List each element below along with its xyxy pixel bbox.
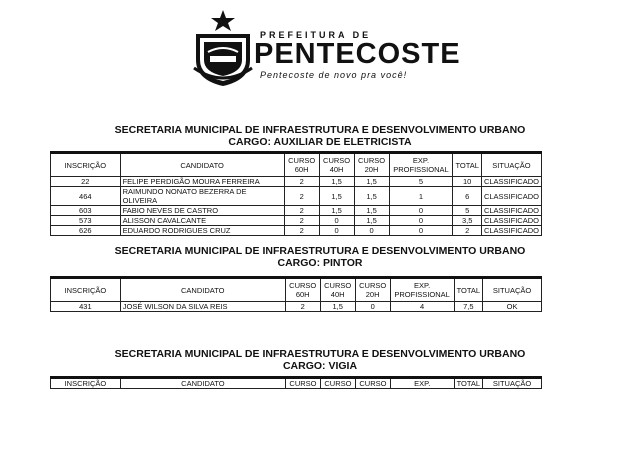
cell-inscricao: 464 xyxy=(51,187,121,206)
cell-total: 2 xyxy=(453,226,481,236)
cell-inscricao: 431 xyxy=(51,302,121,312)
cell-total: 6 xyxy=(453,187,481,206)
col-curso-40h: CURSO 40H xyxy=(319,153,354,177)
col-situacao: SITUAÇÃO xyxy=(483,278,542,302)
section-3-secretaria: SECRETARIA MUNICIPAL DE INFRAESTRUTURA E DESENVOLVIMENTO URBANO xyxy=(114,348,526,360)
col-total: TOTAL xyxy=(453,153,481,177)
cell-exp: 0 xyxy=(389,226,453,236)
cell-curso-40h: 1,5 xyxy=(319,177,354,187)
cell-inscricao: 22 xyxy=(51,177,121,187)
cell-curso-40h: 1,5 xyxy=(319,206,354,216)
cell-situacao: CLASSIFICADO xyxy=(481,206,541,216)
col-curso-60h: CURSO xyxy=(285,378,320,389)
city-crest-icon xyxy=(190,8,256,88)
cell-curso-60h: 2 xyxy=(284,206,319,216)
prefeitura-label: PREFEITURA DE xyxy=(260,30,372,40)
cell-exp: 5 xyxy=(389,177,453,187)
cell-curso-20h: 0 xyxy=(355,302,390,312)
table-row xyxy=(51,187,542,206)
cell-candidato: ALISSON CAVALCANTE xyxy=(120,216,284,226)
cell-total: 10 xyxy=(453,177,481,187)
cell-situacao: CLASSIFICADO xyxy=(481,226,541,236)
table-auxiliar-eletricista xyxy=(50,151,542,236)
col-situacao: SITUAÇÃO xyxy=(483,378,542,389)
table-row xyxy=(51,206,542,216)
cell-total: 3,5 xyxy=(453,216,481,226)
cell-total: 5 xyxy=(453,206,481,216)
table-row xyxy=(51,226,542,236)
cell-curso-20h: 1,5 xyxy=(354,177,389,187)
col-curso-60h: CURSO 60H xyxy=(284,153,319,177)
table-header-row xyxy=(51,378,542,389)
col-curso-20h: CURSO 20H xyxy=(355,278,390,302)
cell-exp: 0 xyxy=(389,216,453,226)
col-total: TOTAL xyxy=(454,378,482,389)
col-inscricao: INSCRIÇÃO xyxy=(51,278,121,302)
col-candidato: CANDIDATO xyxy=(120,153,284,177)
cell-curso-60h: 2 xyxy=(284,177,319,187)
table-row xyxy=(51,216,542,226)
cell-curso-20h: 1,5 xyxy=(354,206,389,216)
table-row xyxy=(51,177,542,187)
section-1-secretaria: SECRETARIA MUNICIPAL DE INFRAESTRUTURA E DESENVOLVIMENTO URBANO xyxy=(114,124,526,136)
col-curso-60h: CURSO 60H xyxy=(285,278,320,302)
section-2-secretaria: SECRETARIA MUNICIPAL DE INFRAESTRUTURA E DESENVOLVIMENTO URBANO xyxy=(114,245,526,257)
table-row xyxy=(51,302,542,312)
col-situacao: SITUAÇÃO xyxy=(481,153,541,177)
cell-curso-40h: 1,5 xyxy=(320,302,355,312)
col-curso-40h: CURSO xyxy=(320,378,355,389)
col-candidato: CANDIDATO xyxy=(120,378,285,389)
col-candidato: CANDIDATO xyxy=(120,278,285,302)
cell-exp: 0 xyxy=(389,206,453,216)
col-total: TOTAL xyxy=(454,278,482,302)
table-pintor xyxy=(50,276,542,312)
col-curso-20h: CURSO xyxy=(355,378,390,389)
cell-curso-60h: 2 xyxy=(284,216,319,226)
cell-curso-20h: 1,5 xyxy=(354,187,389,206)
cell-situacao: CLASSIFICADO xyxy=(481,216,541,226)
city-name: PENTECOSTE xyxy=(254,38,461,70)
cell-curso-60h: 2 xyxy=(285,302,320,312)
section-1-cargo: CARGO: AUXILIAR DE ELETRICISTA xyxy=(228,136,412,148)
cell-candidato: FABIO NEVES DE CASTRO xyxy=(120,206,284,216)
cell-exp: 1 xyxy=(389,187,453,206)
cell-candidato: RAIMUNDO NONATO BEZERRA DE OLIVEIRA xyxy=(120,187,284,206)
cell-inscricao: 626 xyxy=(51,226,121,236)
col-exp-profissional: EXP. PROFISSIONAL xyxy=(390,278,454,302)
prefeitura-logo xyxy=(190,8,461,88)
cell-curso-20h: 1,5 xyxy=(354,216,389,226)
cell-curso-20h: 0 xyxy=(354,226,389,236)
cell-situacao: CLASSIFICADO xyxy=(481,187,541,206)
table-vigia xyxy=(50,376,542,389)
cell-inscricao: 603 xyxy=(51,206,121,216)
col-exp-profissional: EXP. PROFISSIONAL xyxy=(389,153,453,177)
cell-inscricao: 573 xyxy=(51,216,121,226)
cell-curso-40h: 1,5 xyxy=(319,187,354,206)
cell-total: 7,5 xyxy=(454,302,482,312)
cell-exp: 4 xyxy=(390,302,454,312)
col-curso-40h: CURSO 40H xyxy=(320,278,355,302)
section-3-cargo: CARGO: VIGIA xyxy=(282,360,358,372)
cell-candidato: FELIPE PERDIGÃO MOURA FERREIRA xyxy=(120,177,284,187)
table-header-row xyxy=(51,278,542,302)
cell-curso-60h: 2 xyxy=(284,226,319,236)
col-exp-profissional: EXP. xyxy=(390,378,454,389)
city-slogan: Pentecoste de novo pra você! xyxy=(260,70,408,80)
cell-curso-40h: 0 xyxy=(319,226,354,236)
col-inscricao: INSCRIÇÃO xyxy=(51,153,121,177)
cell-curso-40h: 0 xyxy=(319,216,354,226)
col-curso-20h: CURSO 20H xyxy=(354,153,389,177)
cell-situacao: CLASSIFICADO xyxy=(481,177,541,187)
section-2-cargo: CARGO: PINTOR xyxy=(277,257,363,269)
cell-candidato: EDUARDO RODRIGUES CRUZ xyxy=(120,226,284,236)
table-header-row xyxy=(51,153,542,177)
cell-curso-60h: 2 xyxy=(284,187,319,206)
col-inscricao: INSCRIÇÃO xyxy=(51,378,121,389)
cell-candidato: JOSÉ WILSON DA SILVA REIS xyxy=(120,302,285,312)
cell-situacao: OK xyxy=(483,302,542,312)
